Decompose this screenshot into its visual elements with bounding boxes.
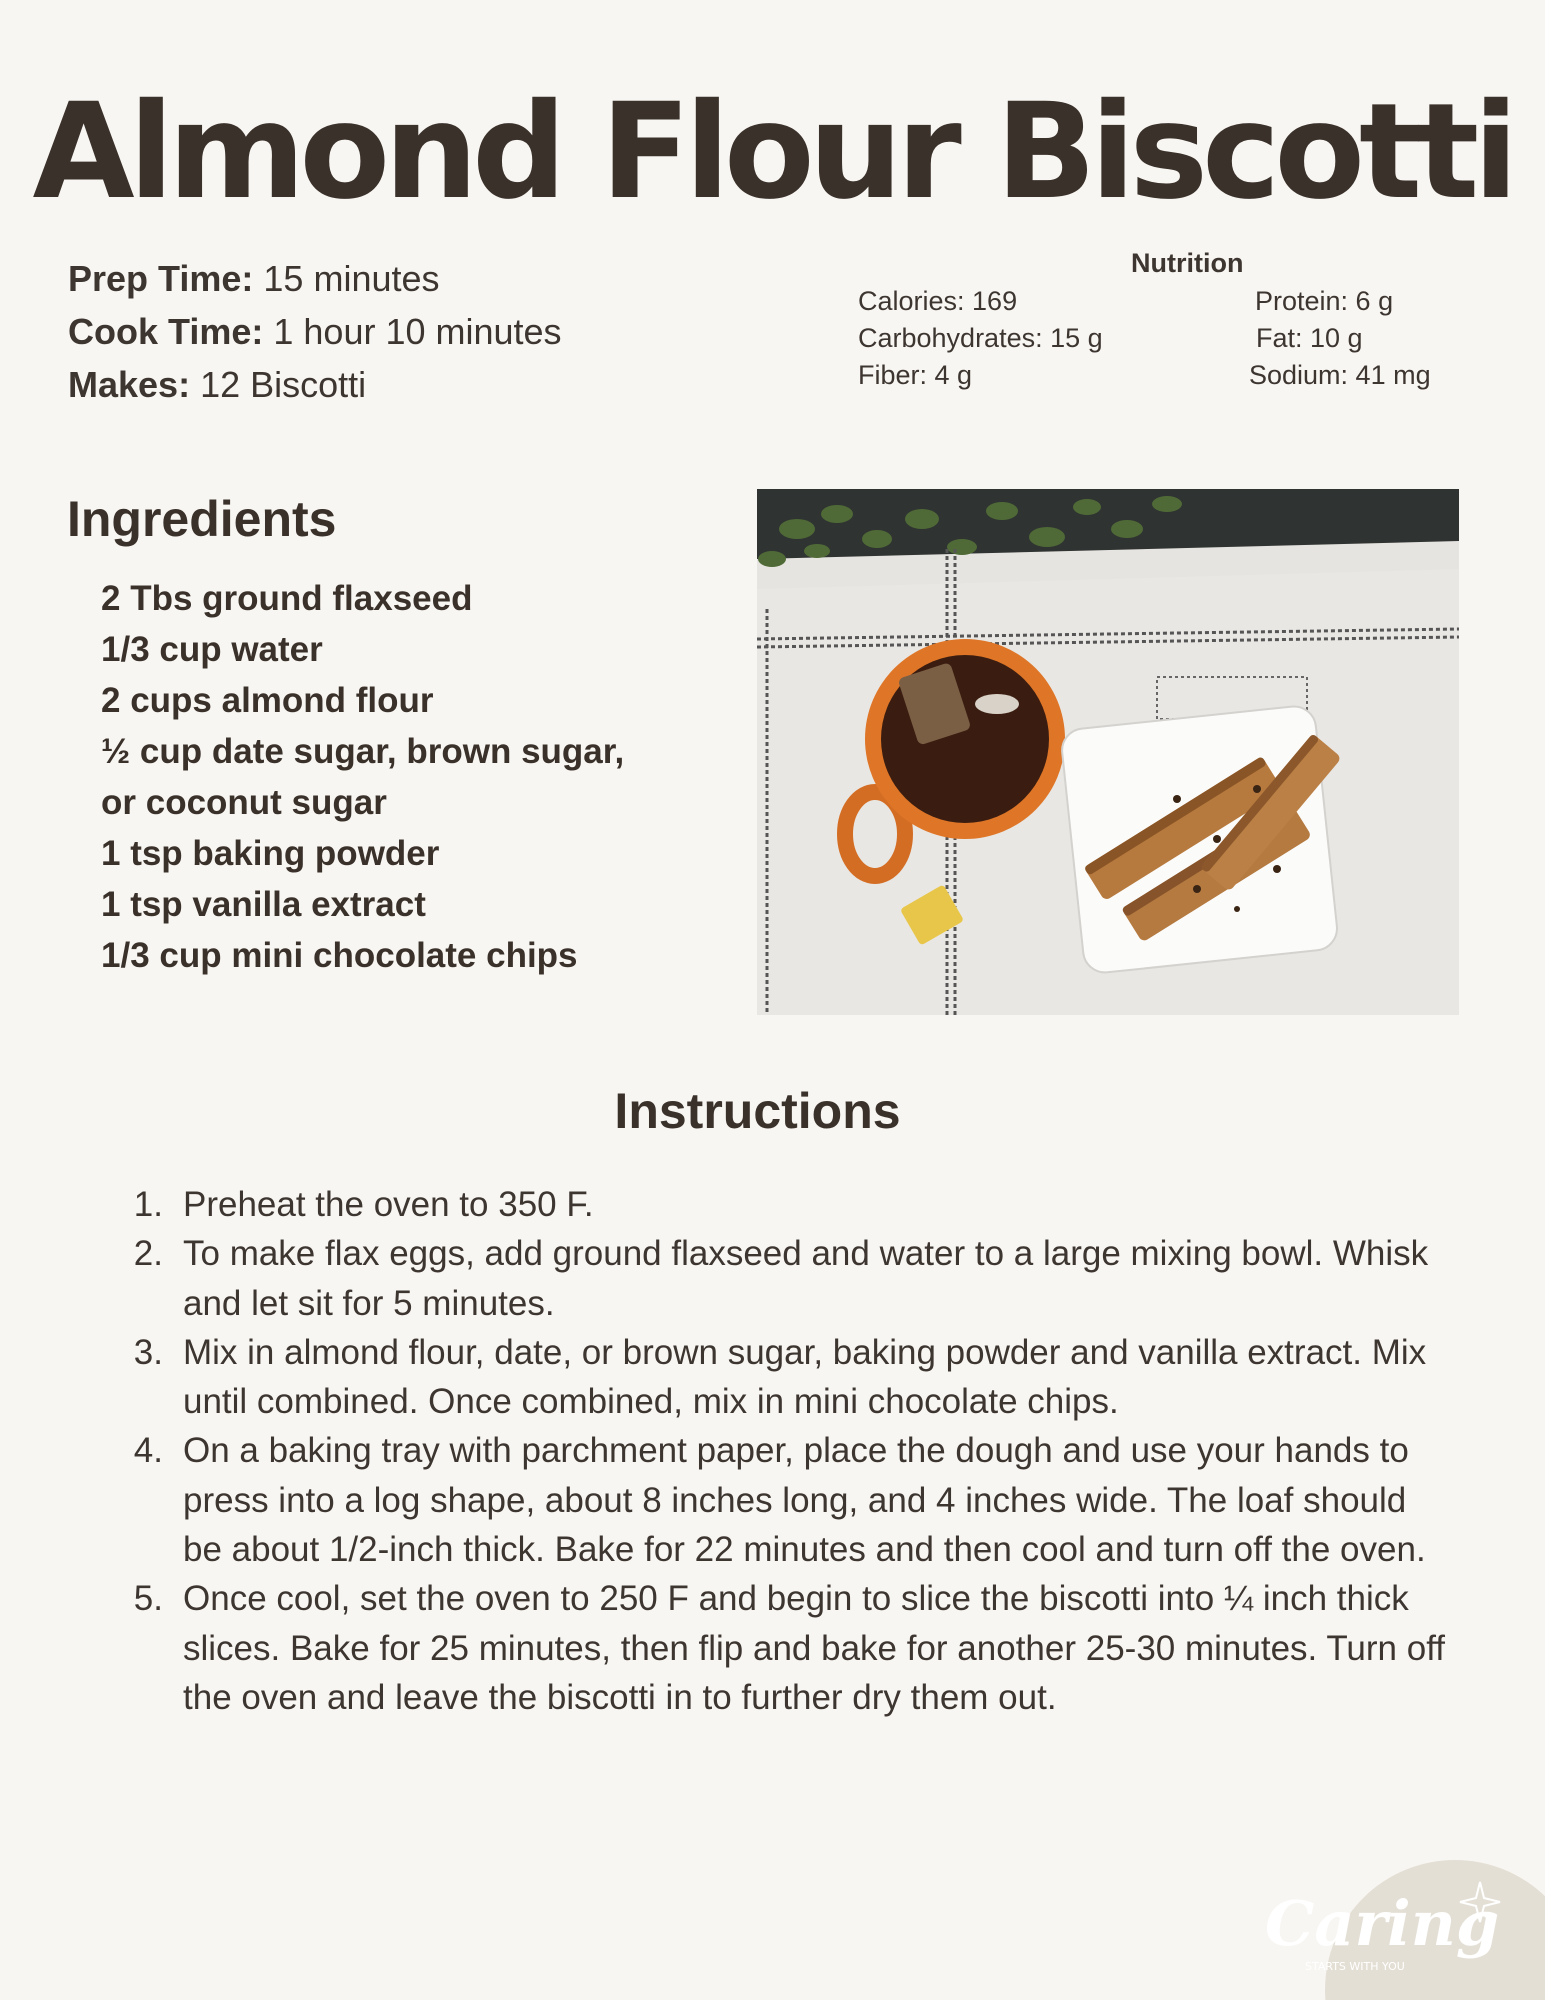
instruction-step xyxy=(120,1180,1470,1229)
ingredient-item: 1/3 cup mini chocolate chips xyxy=(101,936,578,975)
caring-logo xyxy=(1210,1840,1545,2000)
cook-time xyxy=(68,305,562,358)
ingredient-item: or coconut sugar xyxy=(101,783,387,822)
step-number: 2. xyxy=(133,1234,163,1274)
prep-time xyxy=(68,252,562,305)
instruction-step xyxy=(120,1426,1470,1574)
instruction-step xyxy=(120,1229,1470,1328)
step-text: Preheat the oven to 350 F. xyxy=(183,1185,594,1224)
cook-time-value: 1 hour 10 minutes xyxy=(263,311,562,352)
nutrition-title: Nutrition xyxy=(1131,248,1244,278)
nutrition-sodium: Sodium: 41 mg xyxy=(1249,360,1431,390)
prep-time-label: Prep Time: xyxy=(68,258,254,299)
step-text: Once cool, set the oven to 250 F and begin to slice the biscotti into ¼ inch thick slices. Bake for 25 minutes, then flip and bake for another 25-30 minutes. Turn off the oven and leave the biscotti in to further dry them out. xyxy=(183,1579,1446,1717)
biscotti-photo xyxy=(757,489,1459,1015)
instruction-step xyxy=(120,1574,1470,1722)
recipe-title: Almond Flour Biscotti xyxy=(32,75,1513,229)
ingredients-heading: Ingredients xyxy=(67,491,337,547)
caring-logo-graphic xyxy=(1210,1840,1545,2000)
ingredient-item: 1/3 cup water xyxy=(101,630,323,669)
ingredient-item: 1 tsp baking powder xyxy=(101,834,440,873)
makes xyxy=(68,358,562,411)
prep-time-value: 15 minutes xyxy=(253,258,440,299)
instruction-step xyxy=(120,1328,1470,1427)
logo-tagline: STARTS WITH YOU xyxy=(1305,1960,1405,1973)
nutrition-protein: Protein: 6 g xyxy=(1255,286,1394,316)
makes-label: Makes: xyxy=(68,364,191,405)
ingredients-list xyxy=(101,573,721,981)
logo-wordmark: Caring xyxy=(1265,1887,1500,1960)
step-number: 5. xyxy=(133,1579,163,1619)
nutrition-fat: Fat: 10 g xyxy=(1256,323,1363,353)
ingredient-item: 2 cups almond flour xyxy=(101,681,434,720)
nutrition-fiber: Fiber: 4 g xyxy=(858,360,973,390)
ingredient-item: 1 tsp vanilla extract xyxy=(101,885,426,924)
biscotti-photo-illustration xyxy=(757,489,1459,1015)
recipe-meta xyxy=(68,252,562,411)
step-text: Mix in almond flour, date, or brown sugar, baking powder and vanilla extract. Mix until combined. Once combined, mix in mini chocolate chips. xyxy=(183,1332,1427,1422)
ingredient-item: ½ cup date sugar, brown sugar, xyxy=(101,732,625,771)
nutrition-calories: Calories: 169 xyxy=(858,286,1018,316)
step-number: 1. xyxy=(133,1185,163,1224)
step-text: On a baking tray with parchment paper, place the dough and use your hands to press into a log shape, about 8 inches long, and 4 inches wide. The loaf should be about 1/2-inch thick. Bake for 22 minutes and then cool and turn off the oven. xyxy=(183,1431,1426,1570)
cook-time-label: Cook Time: xyxy=(68,311,264,352)
instructions-list xyxy=(120,1180,1470,1722)
ingredient-item: 2 Tbs ground flaxseed xyxy=(101,579,473,618)
nutrition-carbohydrates: Carbohydrates: 15 g xyxy=(858,323,1103,353)
instructions-heading: Instructions xyxy=(614,1083,901,1139)
makes-value: 12 Biscotti xyxy=(190,364,367,405)
step-number: 3. xyxy=(133,1332,163,1372)
step-number: 4. xyxy=(133,1431,163,1471)
step-text: To make flax eggs, add ground flaxseed and water to a large mixing bowl. Whisk and let sit for 5 minutes. xyxy=(183,1234,1429,1323)
